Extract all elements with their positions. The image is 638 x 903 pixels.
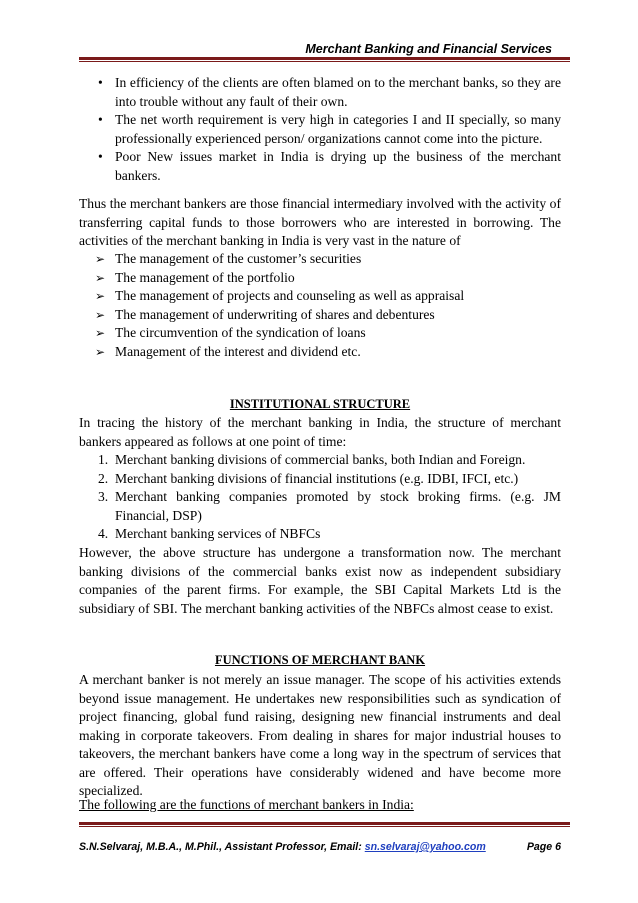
list-item: • In efficiency of the clients are often blamed on to the merchant banks, so they are into trouble without any fault of their own. bbox=[98, 75, 561, 109]
functions-paragraph: A merchant banker is not merely an issue manager. The scope of his activities extends beyond issue management. He undertakes new responsibilities such as syndication of project financing, global fund raising, designing new financial instruments and deal making in corporate takeovers. From dealing in shares for major industrial houses to takeovers, the merchant bankers have come a long way in the spectrum of services that are offered. Their operations have considerably widened and have become more specialized. bbox=[79, 672, 561, 798]
list-item: ➢ Management of the interest and dividend etc. bbox=[79, 343, 561, 362]
list-item: ➢ The management of the customer’s securities bbox=[79, 250, 561, 269]
institutional-heading: INSTITUTIONAL STRUCTURE bbox=[229, 397, 411, 411]
list-item: ➢ The management of the portfolio bbox=[79, 269, 561, 288]
functions-following: The following are the functions of merchant bankers in India: bbox=[79, 797, 414, 812]
list-item: 4. Merchant banking services of NBFCs bbox=[98, 526, 321, 541]
footer-email-link[interactable]: sn.selvaraj@yahoo.com bbox=[364, 841, 486, 853]
arrow-bullet-icon: ➢ bbox=[95, 252, 106, 266]
activities-list bbox=[79, 250, 561, 361]
list-item: ➢ The management of projects and counseling as well as appraisal bbox=[79, 287, 561, 306]
bullet-icon: • bbox=[98, 149, 103, 164]
arrow-bullet-icon: ➢ bbox=[95, 344, 106, 359]
page-number: Page 6 bbox=[526, 841, 561, 853]
header-rule-thin bbox=[79, 61, 570, 62]
institutional-intro: In tracing the history of the merchant banking in India, the structure of merchant bankers appeared as follows at one point of time: bbox=[79, 415, 561, 449]
list-item: • The net worth requirement is very high in categories I and II specially, so many professionally experienced person/ organizations cannot come into the picture. bbox=[98, 112, 561, 146]
footer-rule-thick bbox=[79, 822, 570, 825]
arrow-bullet-icon: ➢ bbox=[95, 307, 106, 322]
limitations-list bbox=[79, 74, 561, 185]
list-item: 2. Merchant banking divisions of financial institutions (e.g. IDBI, IFCI, etc.) bbox=[98, 470, 519, 486]
footer-author: S.N.Selvaraj, M.B.A., M.Phil., Assistant Professor, Email: bbox=[79, 841, 365, 853]
institutional-closing: However, the above structure has undergone a transformation now. The merchant banking divisions of the commercial banks exist now as independent subsidiary companies of the parent firms. For example, the SBI Capital Markets Ltd is the subsidiary of SBI. The merchant banking activities of the NBFCs almost cease to exist. bbox=[79, 545, 561, 616]
list-item: ➢ The management of underwriting of shares and debentures bbox=[79, 306, 561, 325]
arrow-bullet-icon: ➢ bbox=[95, 289, 106, 303]
list-item: • Poor New issues market in India is drying up the business of the merchant bankers. bbox=[98, 149, 561, 183]
arrow-bullet-icon: ➢ bbox=[95, 326, 106, 340]
footer-rule-thin bbox=[79, 826, 570, 827]
bullet-icon: • bbox=[98, 75, 103, 90]
list-item: 1. Merchant banking divisions of commercial banks, both Indian and Foreign. bbox=[98, 452, 526, 467]
header-rule-thick bbox=[79, 57, 570, 60]
institutional-list bbox=[79, 451, 561, 544]
intro-paragraph: Thus the merchant bankers are those financial intermediary involved with the activity of transferring capital funds to those borrowers who are interested in borrowing. The activities of the merchant banking in India is very vast in the nature of bbox=[79, 196, 561, 248]
list-item: 3. Merchant banking companies promoted by stock broking firms. (e.g. JM Financial, DSP) bbox=[98, 489, 561, 523]
header-title: Merchant Banking and Financial Services bbox=[305, 42, 552, 56]
list-item: ➢ The circumvention of the syndication of loans bbox=[79, 324, 561, 343]
footer bbox=[79, 838, 561, 857]
functions-heading: FUNCTIONS OF MERCHANT BANK bbox=[214, 653, 426, 667]
bullet-icon: • bbox=[98, 112, 103, 127]
arrow-bullet-icon: ➢ bbox=[95, 270, 106, 285]
